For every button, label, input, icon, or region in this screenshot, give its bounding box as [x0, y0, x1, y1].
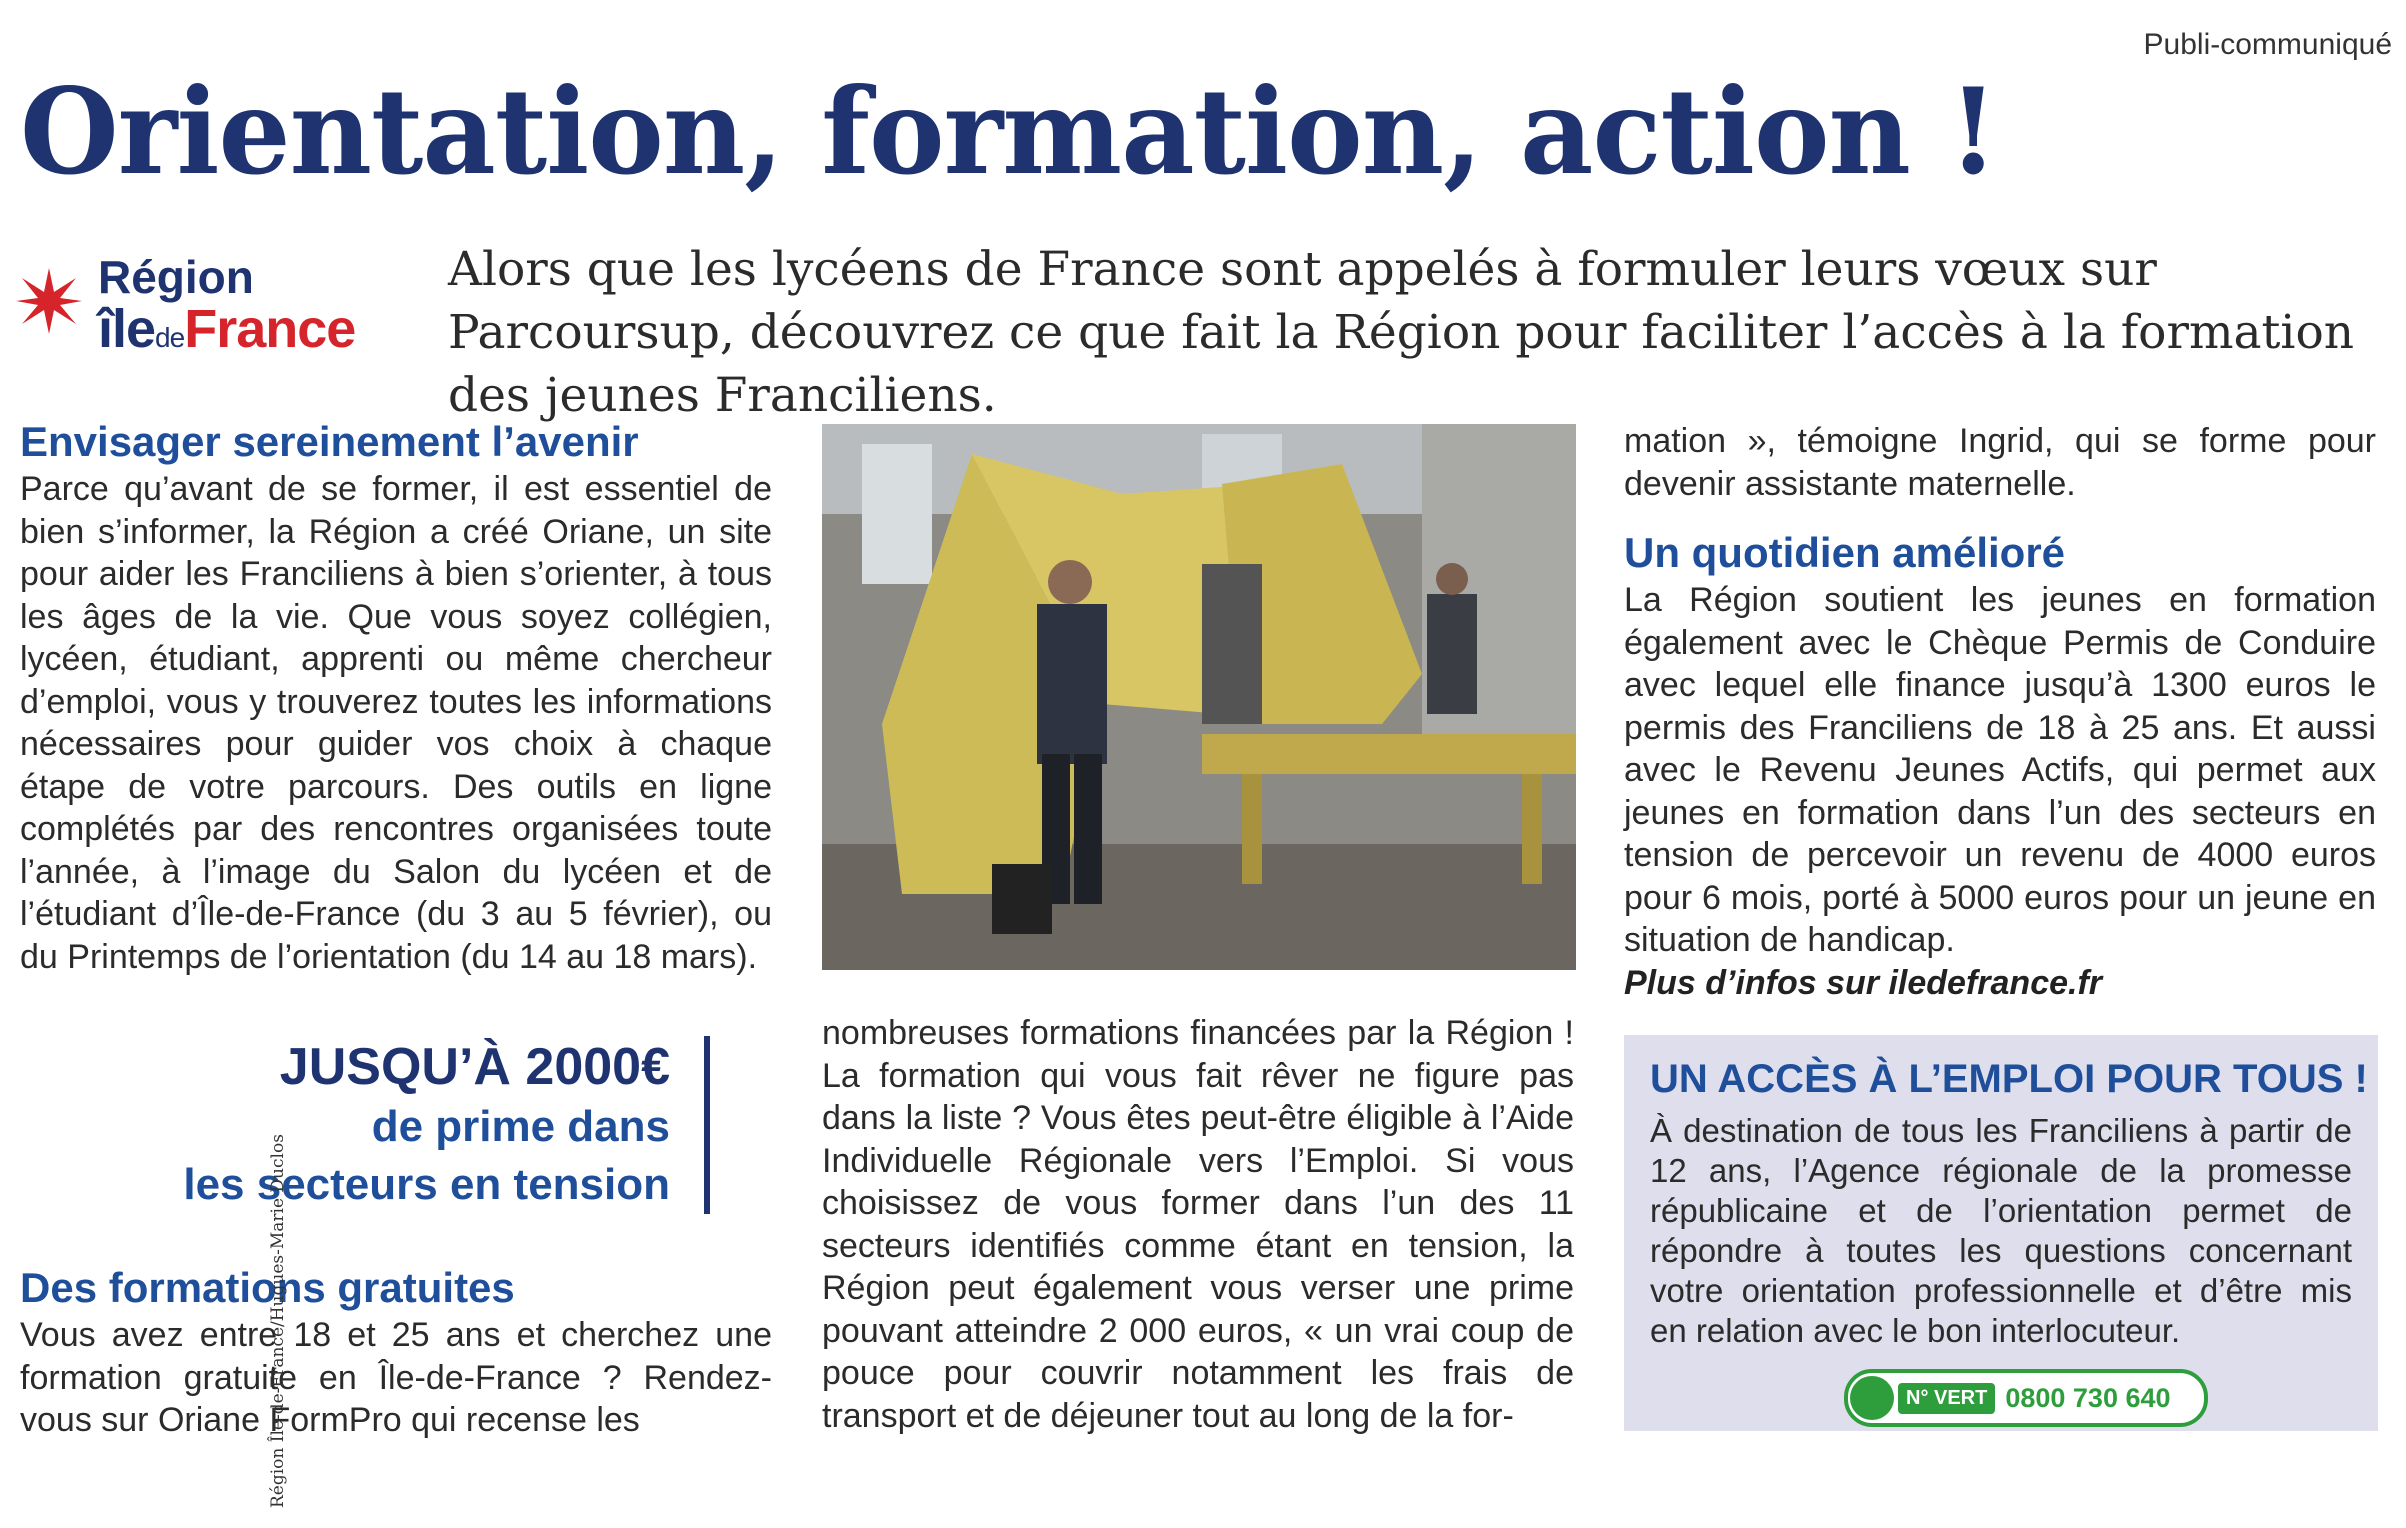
section-title-avenir: Envisager sereinement l’avenir [20, 418, 639, 465]
box-title: UN ACCÈS À L’EMPLOI POUR TOUS ! [1650, 1057, 2368, 1101]
section-text-quotidien: La Région soutient les jeunes en formation également avec le Chèque Permis de Conduire avec lequel elle finance jusqu’à 1300 euros le permis des Franciliens de 18 à 25 ans. Et aussi avec le Revenu Jeunes Actifs, qui permet aux jeunes en formation dans l’un des secteurs en tension de percevoir un revenu de 4000 euros pour 6 mois, porté à 5000 euros pour un jeune en situation de handicap. [1624, 581, 2376, 959]
photo-credit: Région Île-de-France/Hugues-Marie Duclos [268, 1134, 288, 1508]
numero-vert-badge[interactable] [1844, 1369, 2208, 1427]
section-text-formations-gratuites: Vous avez entre 18 et 25 ans et cherchez une formation gratuite en Île-de-France ? Rendez-vous sur Oriane FormPro qui recense les [20, 1316, 772, 1439]
column-1-top [20, 416, 772, 978]
pull-quote-line: de prime dans [371, 1102, 670, 1151]
pull-quote-amount: JUSQU’À 2000€ [279, 1038, 670, 1096]
column-2-text: nombreuses formations financées par la Région ! La formation qui vous fait rêver ne figure pas dans la liste ? Vous êtes peut-être éligible à l’Aide Individuelle Régionale vers l’Emploi. Si vous choisissez de vous former dans l’un des 11 secteurs identifiés comme étant en tension, la Région peut également vous verser une prime pouvant atteindre 2 000 euros, « un vrai coup de pouce pour couvrir notamment les frais de transport et de déjeuner tout au long de la for- [822, 1014, 1574, 1435]
column-3 [1624, 420, 2376, 1004]
phone-number: 0800 730 640 [2005, 1382, 2171, 1413]
box-text: À destination de tous les Franciliens à partir de 12 ans, l’Agence régionale de la promesse républicaine et de l’orientation permet de répondre à toutes les questions concernant votre orientation professionnelle et d’être mis en relation avec le bon interlocuteur. [1650, 1112, 2352, 1349]
emploi-info-box [1624, 1035, 2378, 1431]
section-title-quotidien: Un quotidien amélioré [1624, 529, 2066, 576]
phone-icon [1850, 1376, 1894, 1420]
column-3-lead: mation », témoigne Ingrid, qui se forme pour devenir assistante maternelle. [1624, 422, 2376, 503]
column-2-bottom [822, 1012, 1574, 1437]
publi-communique-label: Publi-communiqué [2143, 28, 2392, 61]
photo-illustration [822, 424, 1576, 970]
section-title-formations-gratuites: Des formations gratuites [20, 1264, 515, 1311]
pull-quote-line: les secteurs en tension [183, 1160, 670, 1209]
workshop-photo [822, 424, 1576, 970]
logo-ile-de-france-text: îledeFrance [98, 299, 356, 359]
region-ile-de-france-logo [16, 250, 416, 362]
headline: Orientation, formation, action ! [20, 62, 1998, 201]
section-text-avenir: Parce qu’avant de se former, il est essentiel de bien s’informer, la Région a créé Oriane, un site pour aider les Franciliens à bien s’orienter, à tous les âges de la vie. Que vous soyez collégien, lycéen, étudiant, apprenti ou même chercheur d’emploi, vous y trouverez toutes les informations nécessaires pour guider vos choix à chaque étape de votre parcours. Des outils en ligne complétés par des rencontres organisées toute l’année, à l’image du Salon du lycéen et de l’étudiant d’Île-de-France (du 3 au 5 février), ou du Printemps de l’orientation (du 14 au 18 mars). [20, 470, 772, 976]
intro-paragraph: Alors que les lycéens de France sont appelés à formuler leurs vœux sur Parcoursup, découvrez ce que fait la Région pour faciliter l’accès à la formation des jeunes Franciliens. [448, 242, 2355, 423]
logo-region-text: Région [98, 251, 254, 303]
red-star-icon [16, 268, 82, 334]
numero-vert-label: N° VERT [1898, 1383, 1995, 1414]
more-info-link[interactable]: Plus d’infos sur iledefrance.fr [1624, 963, 2103, 1002]
